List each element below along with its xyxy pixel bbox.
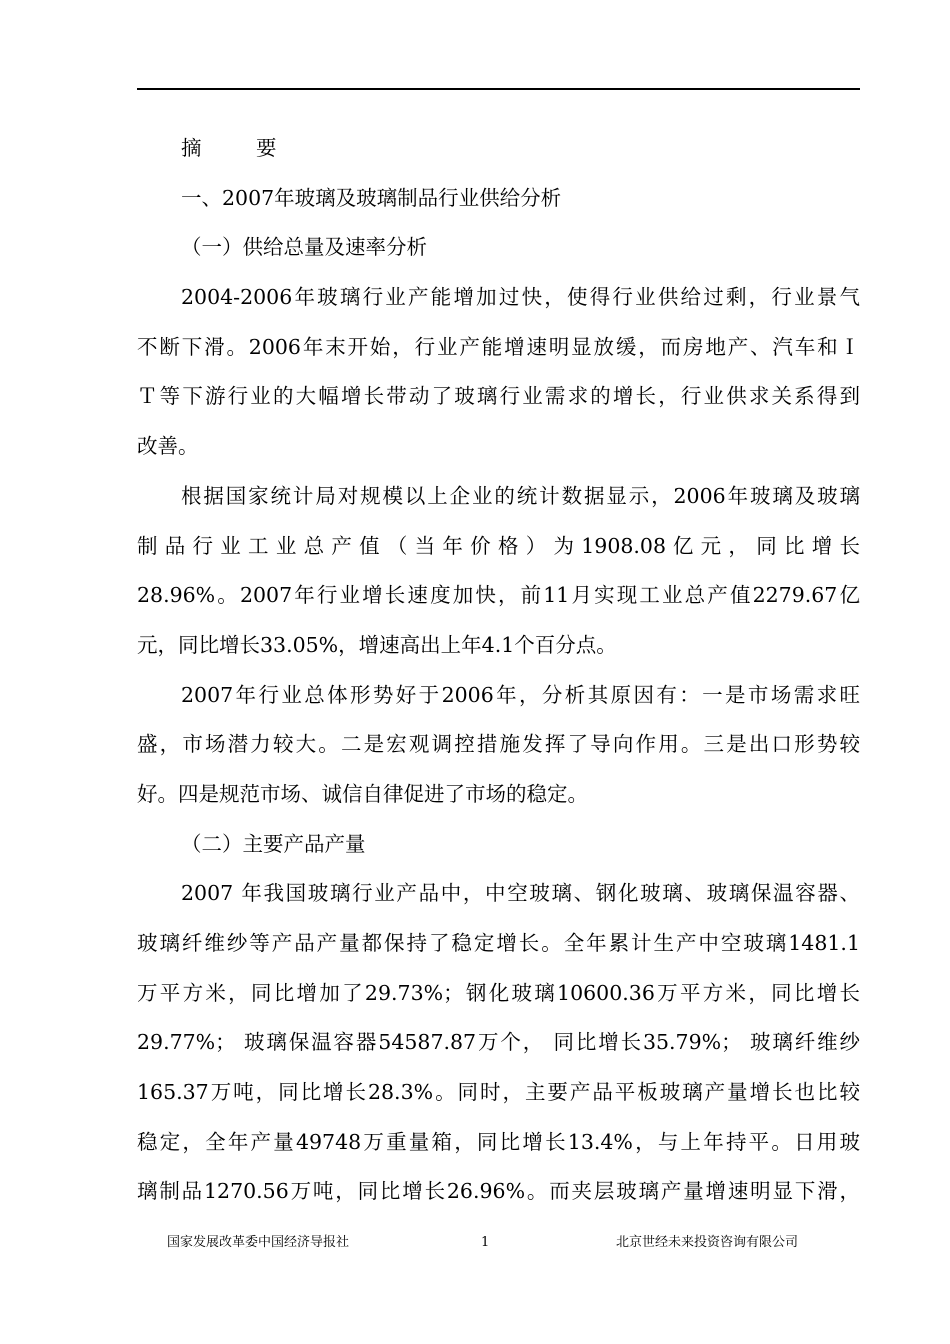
paragraph-line: 稳定，全年产量49748万重量箱，同比增长13.4%，与上年持平。日用玻	[137, 1129, 860, 1154]
paragraph-line: 元，同比增长33.05%，增速高出上年4.1个百分点。	[137, 632, 617, 657]
paragraph-line: 2007年行业总体形势好于2006年，分析其原因有：一是市场需求旺	[181, 682, 860, 707]
paragraph-line: 万平方米，同比增加了29.73%；钢化玻璃10600.36万平方米，同比增长	[137, 980, 860, 1005]
paragraph-line: 制 品 行 业 工 业 总 产 值 （ 当 年 价 格 ） 为 1908.08 亿 元 ， 同 比 增 长	[137, 533, 860, 558]
paragraph-line: 玻璃纤维纱等产品产量都保持了稳定增长。全年累计生产中空玻璃1481.1	[137, 931, 860, 955]
paragraph-line: 璃制品1270.56万吨，同比增长26.96%。而夹层玻璃产量增速明显下滑，	[137, 1179, 860, 1204]
paragraph-3	[137, 671, 860, 820]
header-rule	[137, 88, 860, 90]
paragraph-line: 2004-2006年玻璃行业产能增加过快，使得行业供给过剩，行业景气	[181, 285, 860, 310]
paragraph-line: 好。四是规范市场、诚信自律促进了市场的稳定。	[137, 781, 588, 806]
footer-publisher: 国家发展改革委中国经济导报社	[167, 1235, 350, 1250]
paragraph-line: 29.77%； 玻璃保温容器54587.87万个， 同比增长35.79%； 玻璃纤维纱	[137, 1030, 860, 1055]
paragraph-line: Ｔ等下游行业的大幅增长带动了玻璃行业需求的增长，行业供求关系得到	[137, 384, 860, 409]
section-title: 一、2007年玻璃及玻璃制品行业供给分析	[181, 185, 562, 210]
paragraph-line: 2007 年我国玻璃行业产品中，中空玻璃、钢化玻璃、玻璃保温容器、	[181, 881, 860, 906]
page-number: 1	[481, 1235, 490, 1250]
paragraph-line: 165.37万吨，同比增长28.3%。同时，主要产品平板玻璃产量增长也比较	[137, 1080, 860, 1105]
paragraph-line: 28.96%。2007年行业增长速度加快，前11月实现工业总产值2279.67亿	[137, 583, 860, 608]
paragraph-4	[137, 869, 860, 1217]
paragraph-line: 根据国家统计局对规模以上企业的统计数据显示，2006年玻璃及玻璃	[181, 483, 860, 508]
paragraph-line: 盛，市场潜力较大。二是宏观调控措施发挥了导向作用。三是出口形势较	[137, 732, 860, 757]
summary-heading: 摘 要	[181, 136, 301, 160]
paragraph-line: 改善。	[137, 434, 199, 459]
document-body	[137, 124, 860, 1217]
footer-company: 北京世经未来投资咨询有限公司	[616, 1235, 799, 1250]
paragraph-2	[137, 472, 860, 671]
subsection-title-1: （一）供给总量及速率分析	[181, 235, 427, 260]
paragraph-1	[137, 273, 860, 472]
subsection-title-2: （二）主要产品产量	[181, 831, 366, 856]
paragraph-line: 不断下滑。2006年末开始，行业产能增速明显放缓，而房地产、汽车和Ｉ	[137, 334, 860, 359]
